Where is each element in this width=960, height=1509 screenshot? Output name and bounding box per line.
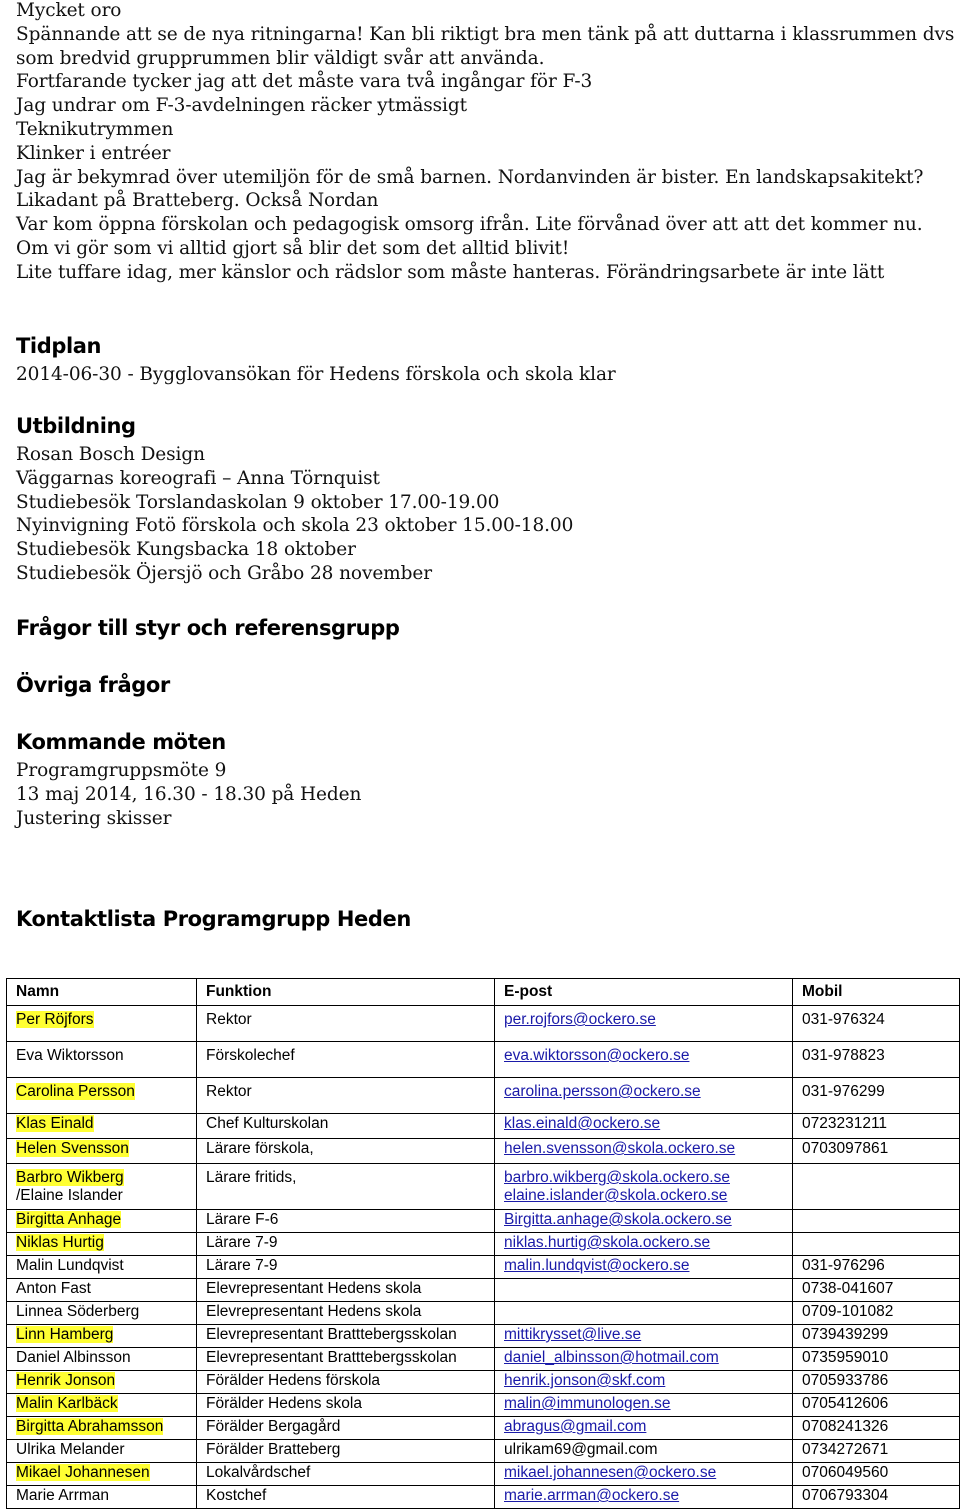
table-row [7,1042,960,1078]
email-link[interactable]: per.rojfors@ockero.se [504,1011,656,1028]
name-cell [7,1210,197,1233]
name-cell [7,1440,197,1463]
name-cell [7,1486,197,1509]
mobile-cell [793,1463,960,1486]
note-line: Jag är bekymrad över utemiljön för de små barnen. Nordanvinden är bister. En landskapsakitekt? [16,166,924,188]
email-cell[interactable] [495,1463,793,1486]
name-cell [7,1279,197,1302]
table-row [7,1139,960,1164]
contact-mobile: 031-978823 [802,1047,885,1064]
utbildning-line: Studiebesök Torslandaskolan 9 oktober 17.00-19.00 [16,491,500,513]
name-cell [7,1302,197,1325]
contact-function: Förälder Hedens förskola [206,1372,381,1389]
email-link[interactable]: Birgitta.anhage@skola.ockero.se [504,1211,732,1228]
name-cell [7,1348,197,1371]
contact-function: Lärare förskola, [206,1140,314,1157]
contact-name: Per Röjfors [16,1011,94,1028]
contact-mobile: 0735959010 [802,1349,889,1366]
function-cell [197,1463,495,1486]
name-cell [7,1371,197,1394]
kommande-line: 13 maj 2014, 16.30 - 18.30 på Heden [16,783,362,805]
note-line: Klinker i entréer [16,142,171,164]
email-cell[interactable] [495,1233,793,1256]
function-cell [197,1371,495,1394]
contact-mobile: 0705412606 [802,1395,889,1412]
function-cell [197,1139,495,1164]
table-row [7,1006,960,1042]
name-cell [7,1325,197,1348]
contact-mobile: 0708241326 [802,1418,889,1435]
mobile-cell [793,1256,960,1279]
table-row [7,1114,960,1139]
mobile-cell [793,1394,960,1417]
contact-mobile: 0738-041607 [802,1280,894,1297]
contact-mobile: 031-976296 [802,1257,885,1274]
ovriga-heading: Övriga frågor [16,673,170,697]
mobile-cell [793,1233,960,1256]
contact-function: Lärare fritids, [206,1169,297,1186]
table-row [7,1210,960,1233]
intro-notes [16,0,954,285]
name-cell [7,1463,197,1486]
email-cell [495,1302,793,1325]
table-row [7,1164,960,1210]
contact-mobile: 0706049560 [802,1464,889,1481]
function-cell [197,1440,495,1463]
function-cell [197,1325,495,1348]
kommande-text [16,759,361,830]
email-link[interactable]: henrik.jonson@skf.com [504,1372,666,1389]
email-link[interactable]: carolina.persson@ockero.se [504,1083,701,1100]
contact-function: Rektor [206,1011,252,1028]
mobile-cell [793,1417,960,1440]
contact-name: Linn Hamberg [16,1326,114,1343]
email-cell[interactable] [495,1417,793,1440]
email-link[interactable]: marie.arrman@ockero.se [504,1487,680,1504]
contact-function: Förälder Bergagård [206,1418,341,1435]
contact-name: Linnea Söderberg [16,1303,140,1320]
email-cell[interactable] [495,1042,793,1078]
contact-name: Henrik Jonson [16,1372,116,1389]
table-row [7,1348,960,1371]
contact-name: Birgitta Anhage [16,1211,122,1228]
table-row [7,1440,960,1463]
mobile-cell [793,1302,960,1325]
email-link[interactable]: mikael.johannesen@ockero.se [504,1464,717,1481]
table-row [7,1325,960,1348]
name-cell [7,1233,197,1256]
contact-mobile: 0739439299 [802,1326,889,1343]
contact-mobile: 031-976299 [802,1083,885,1100]
name-cell [7,1394,197,1417]
contact-name: Eva Wiktorsson [16,1047,124,1064]
mobile-cell [793,1440,960,1463]
table-row [7,1233,960,1256]
email-link[interactable]: barbro.wikberg@skola.ockero.se [504,1169,730,1186]
table-row [7,1417,960,1440]
email-link[interactable]: eva.wiktorsson@ockero.se [504,1047,690,1064]
contact-name: Anton Fast [16,1280,91,1297]
contact-mobile: 0723231211 [802,1115,888,1132]
contact-name: Malin Lundqvist [16,1257,124,1274]
table-row [7,1256,960,1279]
kommande-line: Justering skisser [16,807,172,829]
email-link: ulrikam69@gmail.com [504,1441,658,1458]
email-link[interactable]: elaine.islander@skola.ockero.se [504,1187,728,1204]
contact-name: Ulrika Melander [16,1441,125,1458]
email-cell [495,1279,793,1302]
kontakt-heading: Kontaktlista Programgrupp Heden [16,907,411,931]
contact-function: Elevrepresentant Bratttebergsskolan [206,1326,457,1343]
utbildning-text [16,443,573,586]
email-cell[interactable] [495,1078,793,1114]
function-cell [197,1279,495,1302]
email-link[interactable]: klas.einald@ockero.se [504,1115,661,1132]
mobile-cell [793,1078,960,1114]
column-header-email: E-post [495,979,793,1006]
note-line: Mycket oro [16,0,122,21]
email-link[interactable]: abragus@gmail.com [504,1418,647,1435]
function-cell [197,1348,495,1371]
contact-function: Kostchef [206,1487,267,1504]
utbildning-heading: Utbildning [16,414,136,438]
note-line: Jag undrar om F-3-avdelningen räcker ytmässigt [16,95,467,117]
function-cell [197,1114,495,1139]
email-link[interactable]: helen.svensson@skola.ockero.se [504,1140,736,1157]
function-cell [197,1302,495,1325]
column-header-function: Funktion [197,979,495,1006]
note-line: Spännande att se de nya ritningarna! Kan bli riktigt bra men tänk på att duttarna i klassrummen dvs [16,23,955,45]
email-cell[interactable] [495,1256,793,1279]
contact-name: /Elaine Islander [16,1187,123,1204]
contact-mobile: 031-976324 [802,1011,885,1028]
contact-name: Carolina Persson [16,1083,135,1100]
mobile-cell [793,1139,960,1164]
contact-name: Barbro Wikberg [16,1169,124,1186]
contact-name: Mikael Johannesen [16,1464,150,1481]
name-cell [7,1006,197,1042]
email-cell[interactable] [495,1006,793,1042]
utbildning-line: Studiebesök Öjersjö och Gråbo 28 november [16,562,432,584]
contact-function: Lärare F-6 [206,1211,279,1228]
function-cell [197,1256,495,1279]
note-line: som bredvid grupprummen blir väldigt svår att använda. [16,47,545,69]
column-header-name: Namn [7,979,197,1006]
function-cell [197,1394,495,1417]
email-link[interactable]: malin.lundqvist@ockero.se [504,1257,690,1274]
name-cell [7,1078,197,1114]
contact-function: Lärare 7-9 [206,1234,278,1251]
contact-name: Marie Arrman [16,1487,110,1504]
contact-function: Elevrepresentant Hedens skola [206,1303,422,1320]
utbildning-line: Studiebesök Kungsbacka 18 oktober [16,539,356,561]
table-row [7,1078,960,1114]
note-line: Likadant på Bratteberg. Också Nordan [16,190,379,212]
mobile-cell [793,1371,960,1394]
contact-name: Helen Svensson [16,1140,129,1157]
note-line: Var kom öppna förskolan och pedagogisk omsorg ifrån. Lite förvånad över att att det kommer nu. [16,214,923,236]
contact-function: Elevrepresentant Hedens skola [206,1280,422,1297]
email-cell[interactable] [495,1210,793,1233]
contact-mobile: 0709-101082 [802,1303,894,1320]
name-cell [7,1139,197,1164]
mobile-cell [793,1006,960,1042]
note-line: Om vi gör som vi alltid gjort så blir det som det alltid blivit! [16,237,570,259]
contact-function: Lärare 7-9 [206,1257,278,1274]
mobile-cell [793,1486,960,1509]
email-cell[interactable] [495,1486,793,1509]
email-cell[interactable] [495,1394,793,1417]
function-cell [197,1486,495,1509]
note-line: Fortfarande tycker jag att det måste vara två ingångar för F-3 [16,71,593,93]
contact-name: Klas Einald [16,1115,94,1132]
utbildning-line: Rosan Bosch Design [16,444,205,465]
mobile-cell [793,1114,960,1139]
function-cell [197,1164,495,1210]
email-cell[interactable] [495,1139,793,1164]
contact-function: Lokalvårdschef [206,1464,311,1481]
email-cell[interactable] [495,1348,793,1371]
tidplan-heading: Tidplan [16,334,102,358]
email-link[interactable]: mittikrysset@live.se [504,1326,642,1343]
email-link[interactable]: niklas.hurtig@skola.ockero.se [504,1234,711,1251]
function-cell [197,1006,495,1042]
mobile-cell [793,1325,960,1348]
email-cell[interactable] [495,1371,793,1394]
mobile-cell [793,1279,960,1302]
fragor-heading: Frågor till styr och referensgrupp [16,616,400,640]
name-cell [7,1417,197,1440]
note-line: Teknikutrymmen [16,118,174,140]
mobile-cell [793,1164,960,1210]
table-header-row [7,979,960,1006]
name-cell [7,1256,197,1279]
column-header-mobile: Mobil [793,979,960,1006]
table-row [7,1463,960,1486]
function-cell [197,1042,495,1078]
table-row [7,1302,960,1325]
contact-function: Förälder Hedens skola [206,1395,362,1412]
function-cell [197,1233,495,1256]
email-cell[interactable] [495,1325,793,1348]
contact-mobile: 0734272671 [802,1441,889,1458]
contact-mobile: 0703097861 [802,1140,889,1157]
utbildning-line: Nyinvigning Fotö förskola och skola 23 oktober 15.00-18.00 [16,515,574,537]
contact-function: Rektor [206,1083,252,1100]
contact-table [6,978,960,1509]
contact-name: Malin Karlbäck [16,1395,118,1412]
table-row [7,1279,960,1302]
mobile-cell [793,1348,960,1371]
utbildning-line: Väggarnas koreografi – Anna Törnquist [16,467,380,489]
contact-function: Förskolechef [206,1047,295,1064]
table-row [7,1371,960,1394]
function-cell [197,1078,495,1114]
contact-name: Niklas Hurtig [16,1234,104,1251]
name-cell [7,1042,197,1078]
contact-name: Daniel Albinsson [16,1349,131,1366]
contact-function: Chef Kulturskolan [206,1115,329,1132]
tidplan-line: 2014-06-30 - Bygglovansökan för Hedens förskola och skola klar [16,364,616,385]
email-cell[interactable] [495,1114,793,1139]
mobile-cell [793,1210,960,1233]
tidplan-text [16,363,616,387]
contact-name: Birgitta Abrahamsson [16,1418,164,1435]
note-line: Lite tuffare idag, mer känslor och rädslor som måste hanteras. Förändringsarbete är inte lätt [16,261,885,283]
function-cell [197,1417,495,1440]
function-cell [197,1210,495,1233]
name-cell [7,1164,197,1210]
kommande-heading: Kommande möten [16,730,226,754]
email-link[interactable]: malin@immunologen.se [504,1395,671,1412]
table-row [7,1486,960,1509]
name-cell [7,1114,197,1139]
contact-mobile: 0705933786 [802,1372,889,1389]
contact-function: Förälder Bratteberg [206,1441,341,1458]
kommande-line: Programgruppsmöte 9 [16,760,227,781]
contact-function: Elevrepresentant Bratttebergsskolan [206,1349,457,1366]
mobile-cell [793,1042,960,1078]
email-cell[interactable] [495,1164,793,1210]
table-row [7,1394,960,1417]
contact-mobile: 0706793304 [802,1487,889,1504]
email-link[interactable]: daniel_albinsson@hotmail.com [504,1349,719,1366]
email-cell [495,1440,793,1463]
